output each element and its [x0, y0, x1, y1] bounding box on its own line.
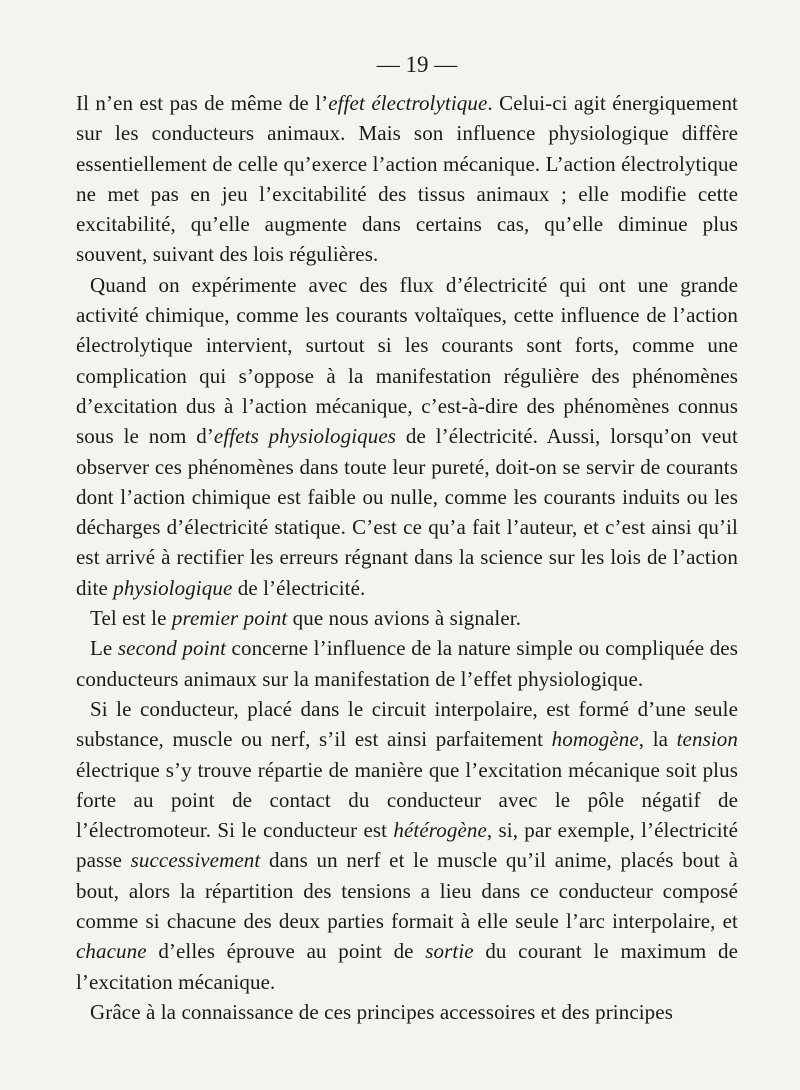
- paragraph: [76, 694, 738, 997]
- italic-segment: premier point: [171, 606, 288, 631]
- text-segment: du courant le maximum de l’excitation mécanique.: [76, 939, 738, 994]
- paragraph: [76, 997, 738, 1027]
- paragraph: [76, 633, 738, 694]
- italic-segment: effet électrolytique: [328, 91, 488, 115]
- italic-segment: hétérogène: [393, 818, 487, 843]
- text-segment: . Celui-ci agit énergiquement sur les conducteurs animaux. Mais son influence physiologique diffère essentiellement de celle qu’exerce l’action mécanique. L’action électrolytique ne met pas en jeu l’excitabilité des tissus animaux ; elle modifie cette excitabilité, qu’elle augmente dans certains cas, qu’elle diminue plus souvent, suivant des lois régulières.: [76, 91, 738, 267]
- paragraph: [76, 270, 738, 603]
- text-segment: Quand on expérimente avec des flux d’électricité qui ont une grande activité chimique, comme les courants voltaïques, cette influence de l’action électrolytique intervient, surtout si les courants sont forts, comme une complication qui s’oppose à la manifestation régulière des phénomènes d’excitation dus à l’action mécanique, c’est-à-dire des phénomènes connus sous le nom d’: [76, 272, 738, 449]
- text-segment: Si le conducteur, placé dans le circuit interpolaire, est formé d’une seule substance, muscle ou nerf, s’il est ainsi parfaitement: [76, 696, 738, 752]
- text-segment: Le: [90, 636, 118, 661]
- text-segment: Grâce à la connaissance de ces principes accessoires et des principes: [90, 999, 673, 1024]
- text-segment: Tel est le: [90, 606, 172, 631]
- text-segment: dans un nerf et le muscle qu’il anime, placés bout à bout, alors la répartition des tensions a lieu dans ce conducteur composé comme si chacune des deux parties formait à elle seule l’arc interpolaire, et: [76, 848, 738, 934]
- italic-segment: second point: [117, 636, 227, 661]
- italic-segment: tension: [676, 727, 738, 752]
- italic-segment: homogène: [551, 727, 639, 752]
- italic-segment: chacune: [76, 939, 147, 964]
- paragraph: [76, 603, 738, 633]
- italic-segment: successivement: [130, 848, 261, 873]
- text-segment: de l’électricité.: [232, 575, 366, 600]
- text-segment: électrique s’y trouve répartie de manière que l’excitation mécanique soit plus forte au point de contact du conducteur avec le pôle négatif de l’électromoteur. Si le conducteur est: [76, 757, 738, 843]
- italic-segment: effets physiologiques: [213, 424, 397, 449]
- italic-segment: physiologique: [113, 575, 233, 600]
- page-number: — 19 —: [376, 52, 458, 77]
- text-segment: Il n’en est pas de même de l’: [76, 91, 329, 115]
- text-segment: , la: [638, 727, 677, 752]
- text-segment: d’elles éprouve au point de: [146, 939, 426, 964]
- text-segment: , si, par exemple, l’électricité passe: [76, 818, 738, 873]
- text-segment: concerne l’influence de la nature simple ou compliquée des conducteurs animaux sur la manifestation de l’effet physiologique.: [76, 636, 738, 691]
- italic-segment: sortie: [425, 939, 474, 964]
- paragraph: [76, 88, 738, 270]
- text-segment: que nous avions à signaler.: [287, 606, 522, 631]
- text-segment: de l’électricité. Aussi, lorsqu’on veut observer ces phénomènes dans toute leur pureté, doit-on se servir de courants dont l’action chimique est faible ou nulle, comme les courants induits ou les décharges d’électricité statique. C’est ce qu’a fait l’auteur, et c’est ainsi qu’il est arrivé à rectifier les erreurs régnant dans la science sur les lois de l’action dite: [76, 424, 738, 600]
